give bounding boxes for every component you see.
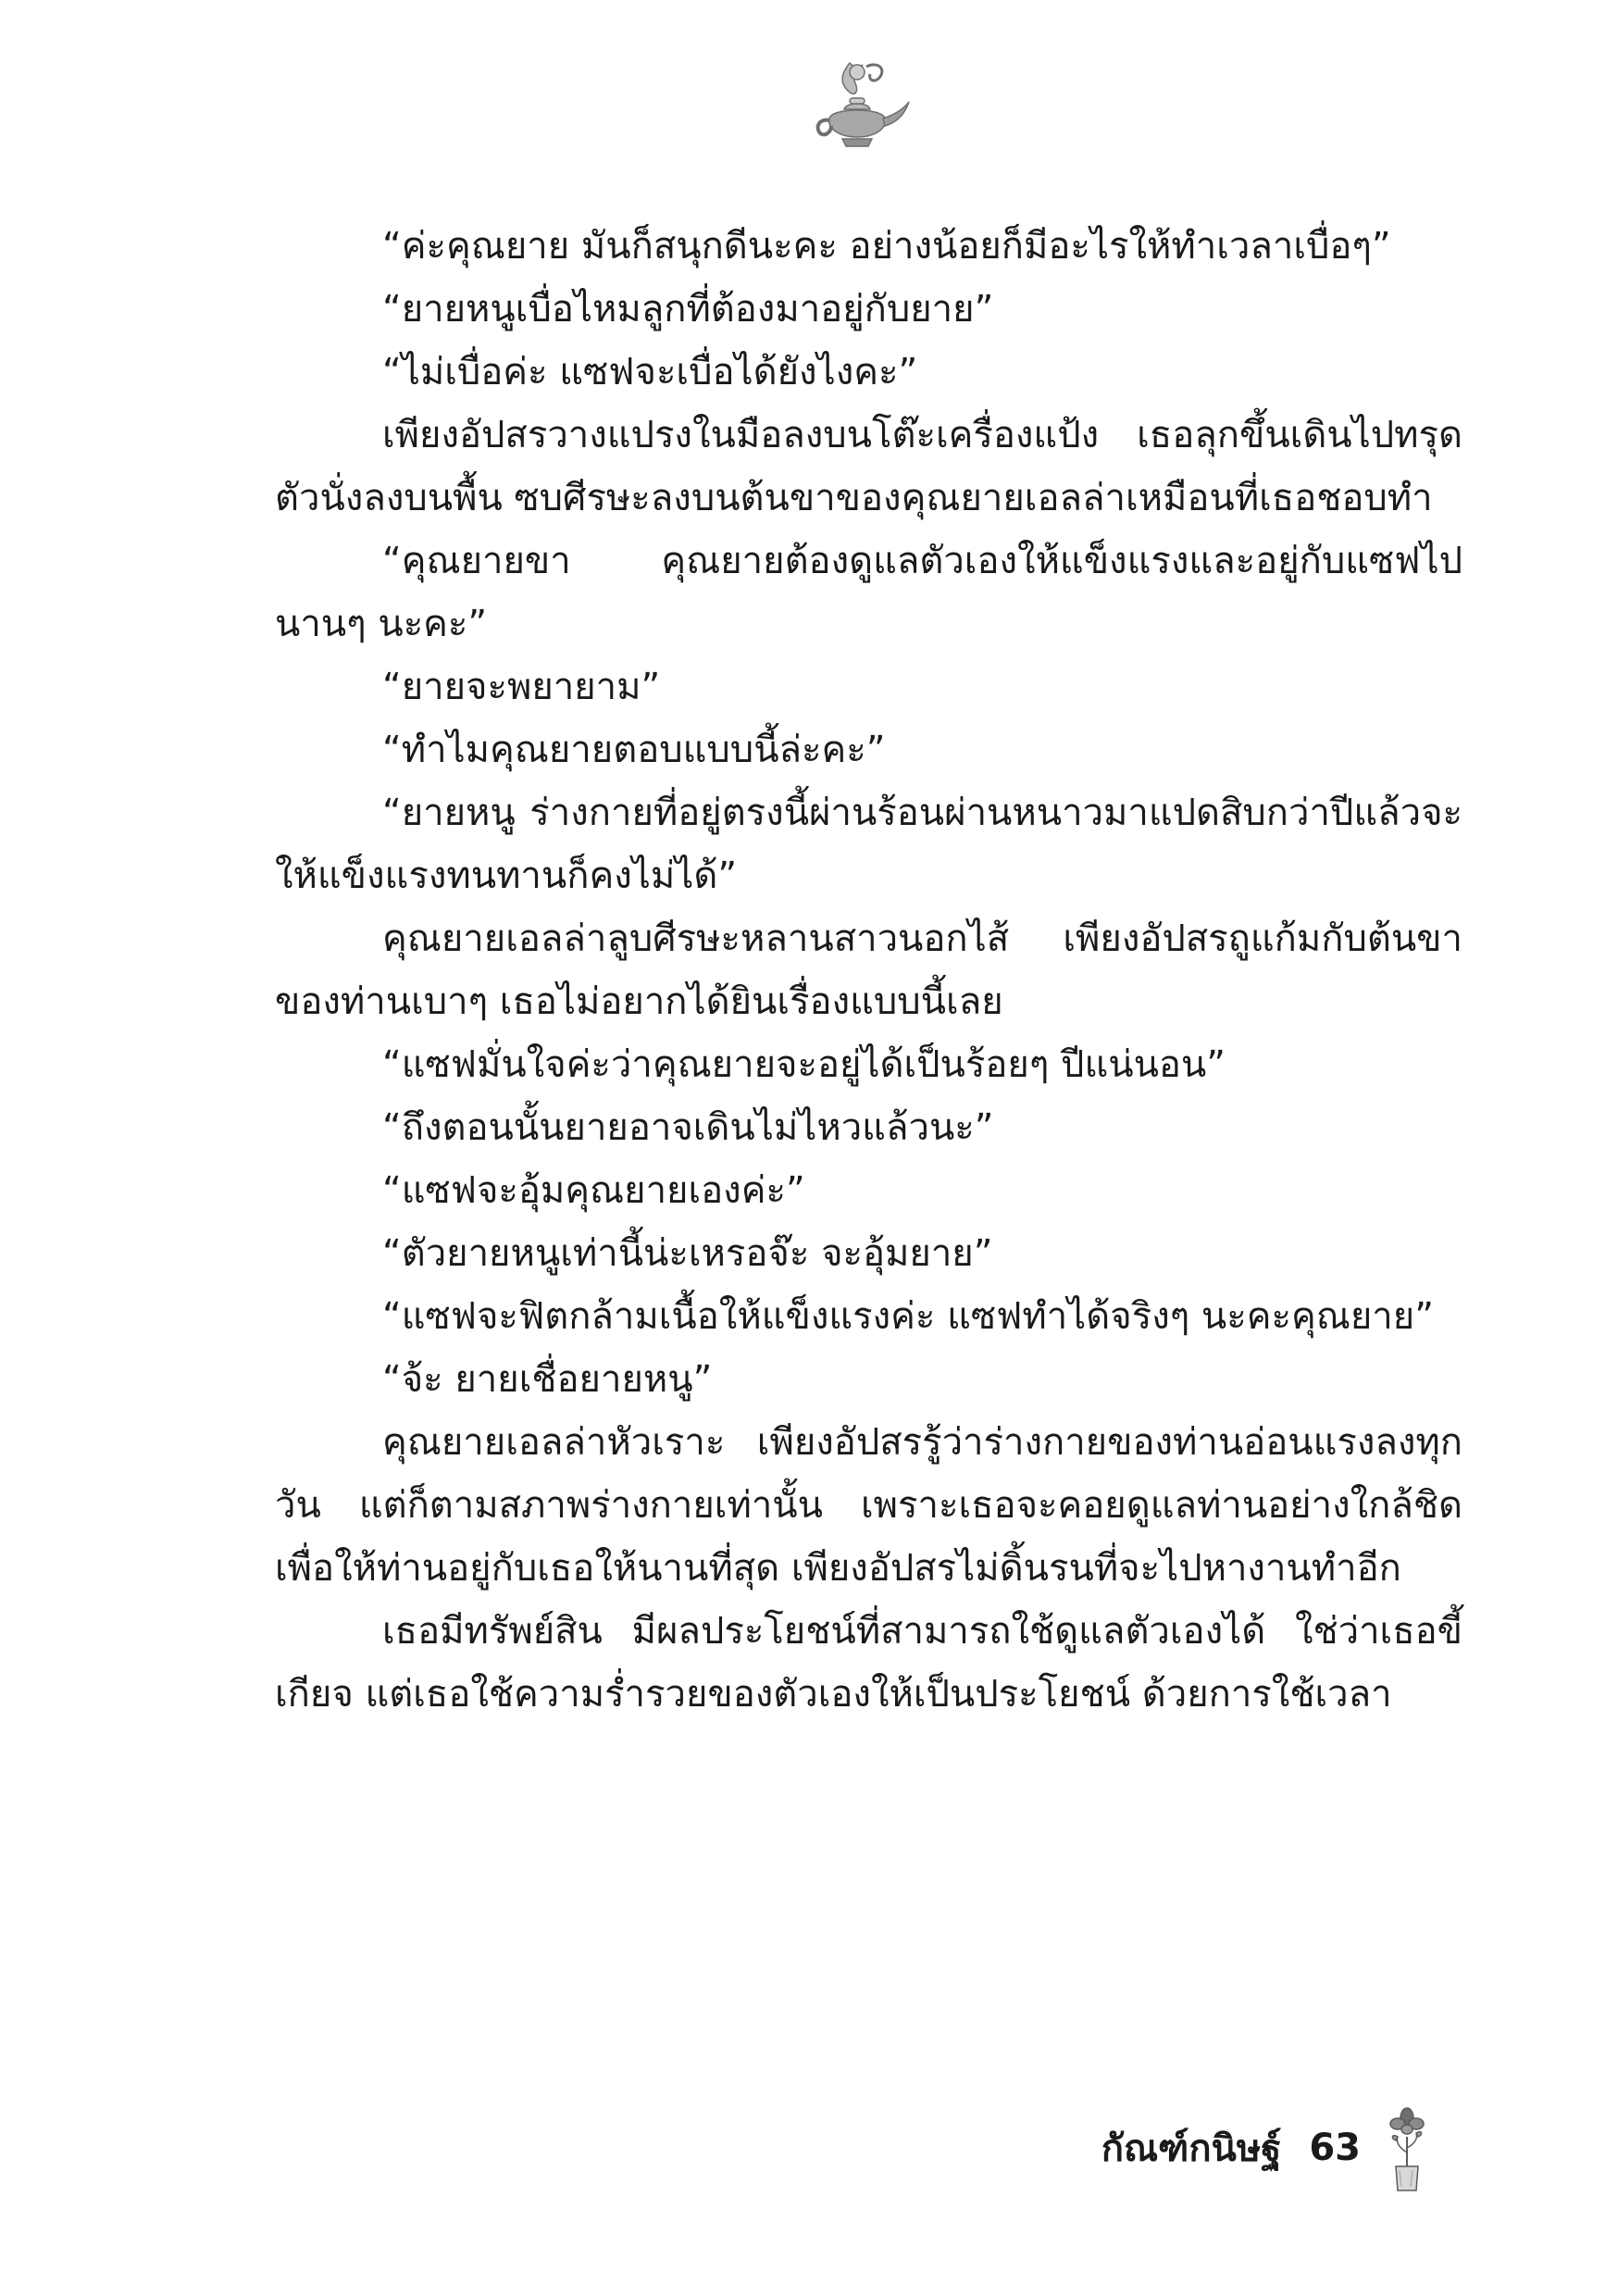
paragraph: “แซฟมั่นใจค่ะว่าคุณยายจะอยู่ได้เป็นร้อยๆ ปีแน่นอน” xyxy=(382,1043,1226,1086)
author-name: กัณฑ์กนิษฐ์ xyxy=(1101,2128,1282,2170)
paragraph: คุณยายเอลล่าหัวเราะ เพียงอัปสรรู้ว่าร่างกายของท่านอ่อนแรงลงทุกวัน แต่ก็ตามสภาพร่างกายเท่านั้น เพราะเธอจะคอยดูแลท่านอย่างใกล้ชิด เพื่อให้ท่านอยู่กับเธอให้นานที่สุด เพียงอัปสรไม่ดิ้นรนที่จะไปหางานทำอีก xyxy=(275,1421,1462,1590)
paragraph: เพียงอัปสรวางแปรงในมือลงบนโต๊ะเครื่องแป้ง เธอลุกขึ้นเดินไปทรุดตัวนั่งลงบนพื้น ซบศีรษะลงบนต้นขาของคุณยายเอลล่าเหมือนที่เธอชอบทำ xyxy=(275,414,1462,519)
paragraph: “แซฟจะฟิตกล้ามเนื้อให้แข็งแรงค่ะ แซฟทำได้จริงๆ นะคะคุณยาย” xyxy=(382,1295,1434,1338)
paragraph: “ยายจะพยายาม” xyxy=(382,666,661,708)
paragraph: เธอมีทรัพย์สิน มีผลประโยชน์ที่สามารถใช้ดูแลตัวเองได้ ใช่ว่าเธอขี้เกียจ แต่เธอใช้ความร่ำรวยของตัวเองให้เป็นประโยชน์ ด้วยการใช้เวลา xyxy=(275,1610,1462,1716)
paragraph: “ตัวยายหนูเท่านี้น่ะเหรอจ๊ะ จะอุ้มยาย” xyxy=(382,1232,993,1275)
paragraph: “ค่ะคุณยาย มันก็สนุกดีนะคะ อย่างน้อยก็มีอะไรให้ทำเวลาเบื่อๆ” xyxy=(382,225,1391,268)
body-text xyxy=(275,215,1462,1726)
paragraph: “ไม่เบื่อค่ะ แซฟจะเบื่อได้ยังไงคะ” xyxy=(382,351,918,393)
genie-lamp-icon xyxy=(802,54,913,156)
page-number: 63 xyxy=(1309,2127,1361,2169)
paragraph: “ยายหนูเบื่อไหมลูกที่ต้องมาอยู่กับยาย” xyxy=(382,288,994,331)
page-footer xyxy=(1101,2102,1435,2194)
paragraph: “ทำไมคุณยายตอบแบบนี้ล่ะคะ” xyxy=(382,729,886,771)
paragraph: “จ้ะ ยายเชื่อยายหนู” xyxy=(382,1358,713,1401)
paragraph: “แซฟจะอุ้มคุณยายเองค่ะ” xyxy=(382,1169,805,1212)
flower-vase-icon xyxy=(1379,2102,1435,2194)
paragraph: “คุณยายขา คุณยายต้องดูแลตัวเองให้แข็งแรงและอยู่กับแซฟไปนานๆ นะคะ” xyxy=(275,540,1462,645)
paragraph: “ยายหนู ร่างกายที่อยู่ตรงนี้ผ่านร้อนผ่านหนาวมาแปดสิบกว่าปีแล้วจะให้แข็งแรงทนทานก็คงไม่ได้” xyxy=(275,792,1462,897)
paragraph: คุณยายเอลล่าลูบศีรษะหลานสาวนอกไส้ เพียงอัปสรถูแก้มกับต้นขาของท่านเบาๆ เธอไม่อยากได้ยินเรื่องแบบนี้เลย xyxy=(275,917,1462,1023)
paragraph: “ถึงตอนนั้นยายอาจเดินไม่ไหวแล้วนะ” xyxy=(382,1106,994,1149)
